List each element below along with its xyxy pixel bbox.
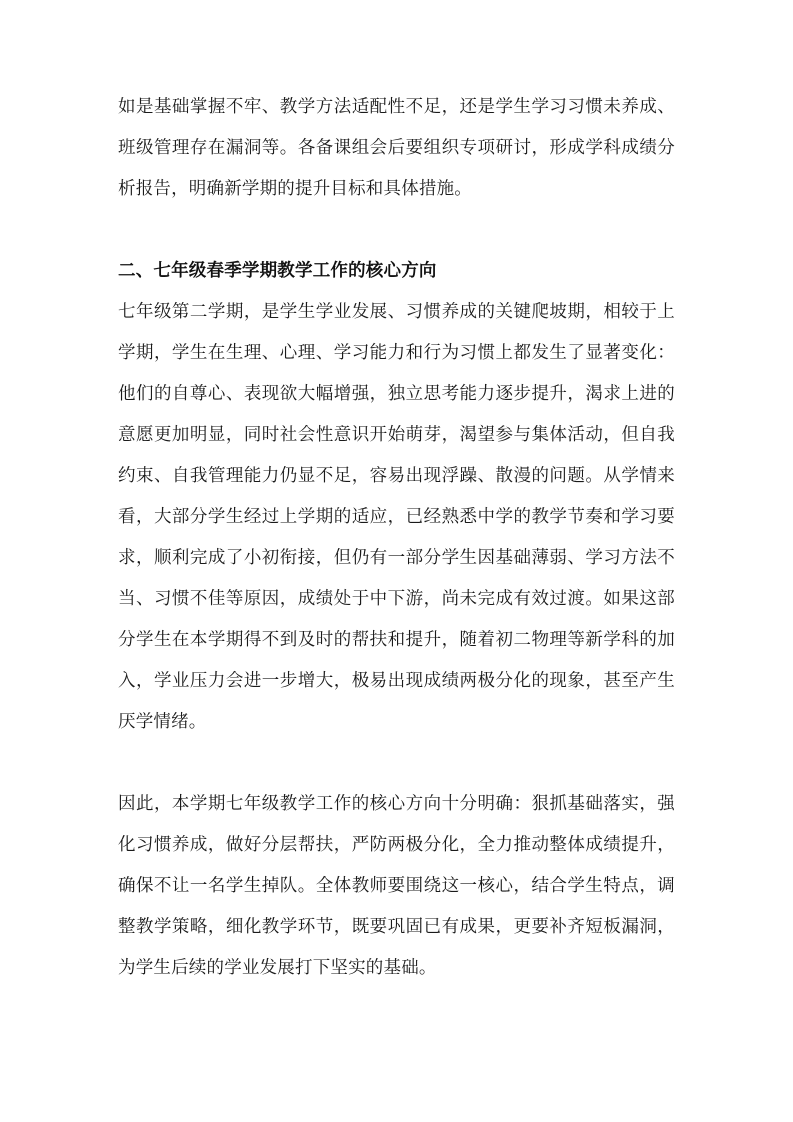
paragraph-continued-analysis: 如是基础掌握不牢、教学方法适配性不足，还是学生学习习惯未养成、班级管理存在漏洞等。各备课组会后要组织专项研讨，形成学科成绩分析报告，明确新学期的提升目标和具体措施。 [118, 96, 675, 198]
heading-section-two: 二、七年级春季学期教学工作的核心方向 [118, 260, 437, 280]
paragraph-spacer [118, 209, 675, 250]
paragraph-student-development: 七年级第二学期，是学生学业发展、习惯养成的关键爬坡期，相较于上学期，学生在生理、心理、学习能力和行为习惯上都发生了显著变化：他们的自尊心、表现欲大幅增强，独立思考能力逐步提升，渴求上进的意愿更加明显，同时社会性意识开始萌芽，渴望参与集体活动，但自我约束、自我管理能力仍显不足，容易出现浮躁、散漫的问题。从学情来看，大部分学生经过上学期的适应，已经熟悉中学的教学节奏和学习要求，顺利完成了小初衔接，但仍有一部分学生因基础薄弱、学习方法不当、习惯不佳等原因，成绩处于中下游，尚未完成有效过渡。如果这部分学生在本学期得不到及时的帮扶和提升，随着初二物理等新学科的加入，学业压力会进一步增大，极易出现成绩两极分化的现象，甚至产生厌学情绪。 [118, 301, 675, 731]
paragraph-core-direction: 因此，本学期七年级教学工作的核心方向十分明确：狠抓基础落实，强化习惯养成，做好分层帮扶，严防两极分化，全力推动整体成绩提升，确保不让一名学生掉队。全体教师要围绕这一核心，结合学生特点，调整教学策略，细化教学环节，既要巩固已有成果，更要补齐短板漏洞，为学生后续的学业发展打下坚实的基础。 [118, 793, 675, 977]
document-body [118, 86, 675, 988]
paragraph-spacer-2 [118, 742, 675, 783]
